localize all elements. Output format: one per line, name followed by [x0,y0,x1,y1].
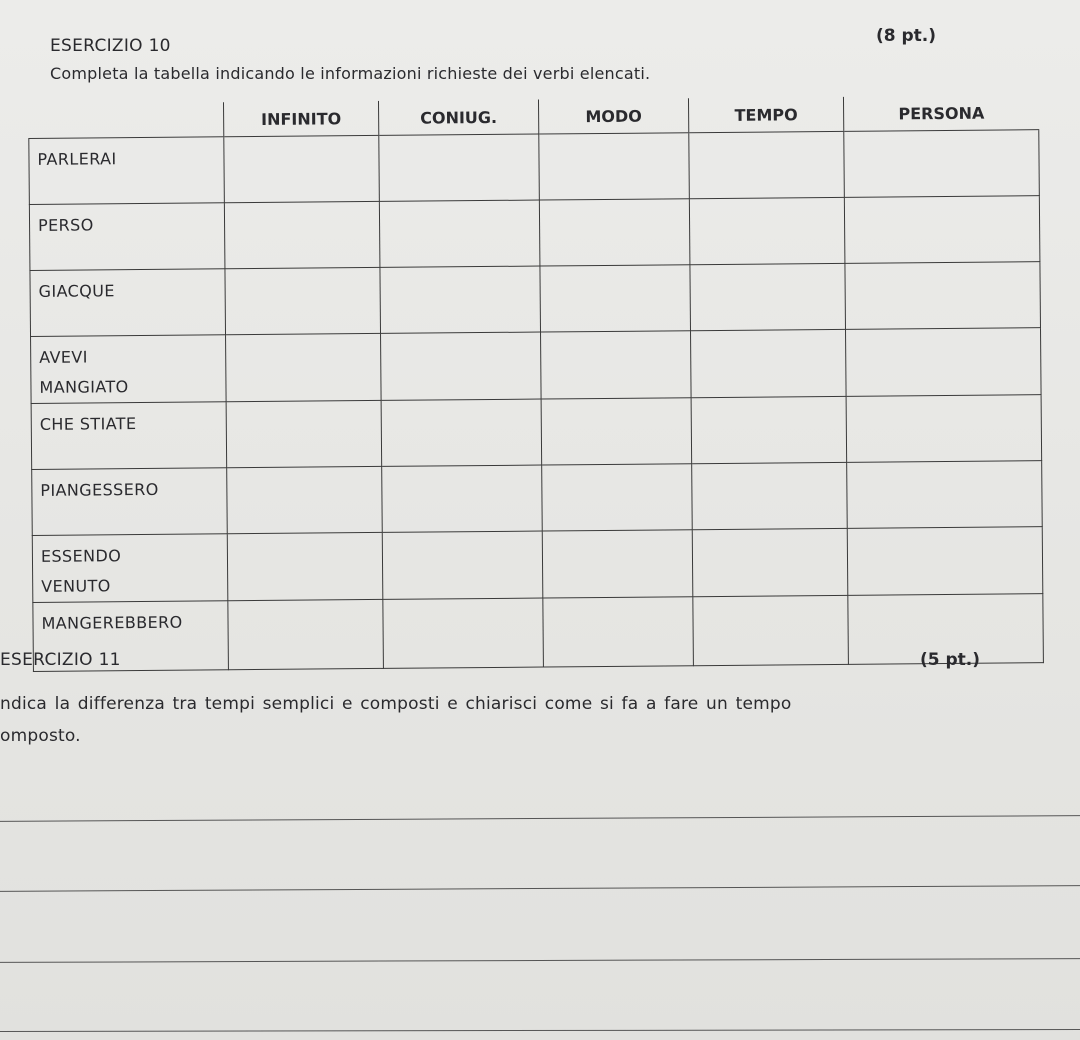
answer-cell-modo[interactable] [541,398,692,465]
verb-cell [29,137,225,205]
verb-label: PARLERAI [37,149,117,169]
answer-cell-modo[interactable] [542,464,693,531]
answer-cell-infinito[interactable] [227,466,383,533]
exercise-10-instruction: Completa la tabella indicando le informazioni richieste dei verbi elencati. [50,64,651,83]
exercise-11-instruction-cont: omposto. [0,726,81,746]
verb-label: CHE STIATE [39,414,137,434]
answer-cell-coniug[interactable] [379,200,540,267]
header-persona: PERSONA [843,95,1038,131]
verb-cell [31,335,227,404]
answer-cell-tempo[interactable] [689,131,845,198]
answer-line[interactable] [0,885,1080,892]
verb-cell [31,402,227,470]
answer-cell-infinito[interactable] [225,267,381,334]
answer-cell-coniug[interactable] [382,531,543,599]
answer-cell-persona[interactable] [847,461,1043,529]
answer-cell-infinito[interactable] [228,599,384,669]
answer-cell-coniug[interactable] [383,598,544,668]
table-row [32,527,1043,603]
answer-cell-infinito[interactable] [224,135,380,202]
verb-cell [30,269,226,337]
verb-table-container [28,95,1043,633]
exercise-10-points: (8 pt.) [876,26,937,46]
verb-cell [32,534,228,603]
answer-cell-coniug[interactable] [379,134,540,201]
answer-cell-tempo[interactable] [690,263,846,330]
answer-cell-persona[interactable] [844,196,1040,264]
verb-label: ESSENDO [40,546,122,566]
answer-line[interactable] [0,1029,1080,1032]
answer-cell-tempo[interactable] [691,396,847,463]
answer-cell-tempo[interactable] [692,462,848,529]
answer-cell-modo[interactable] [540,265,691,332]
table-row [30,262,1041,337]
table-row [31,395,1042,470]
answer-cell-coniug[interactable] [381,399,542,466]
answer-cell-modo[interactable] [539,133,690,200]
table-row [29,130,1040,205]
answer-cell-tempo[interactable] [692,528,848,596]
verb-label: MANGIATO [39,377,129,397]
exercise-10-title: ESERCIZIO 10 [50,36,171,56]
verb-label: PERSO [37,215,94,235]
answer-cell-infinito[interactable] [227,532,383,600]
header-modo: MODO [538,98,688,134]
verb-table [28,95,1044,672]
answer-cell-persona[interactable] [844,130,1040,198]
answer-cell-tempo[interactable] [693,595,849,665]
verb-cell [29,203,225,271]
header-tempo: TEMPO [688,97,843,133]
answer-cell-infinito[interactable] [224,201,380,268]
verb-label: MANGEREBBERO [41,612,183,633]
answer-line[interactable] [0,958,1080,963]
answer-cell-persona[interactable] [845,328,1041,397]
answer-cell-modo[interactable] [543,597,694,667]
answer-cell-coniug[interactable] [380,266,541,333]
answer-cell-modo[interactable] [542,530,693,598]
exercise-11-points: (5 pt.) [920,650,981,670]
header-corner [28,102,223,138]
header-infinito: INFINITO [223,101,378,137]
answer-cell-tempo[interactable] [691,329,847,397]
table-row [31,328,1042,404]
answer-line[interactable] [0,815,1080,822]
answer-cell-modo[interactable] [539,199,690,266]
answer-cell-infinito[interactable] [226,400,382,467]
answer-cell-infinito[interactable] [226,333,382,401]
verb-label: VENUTO [41,576,111,596]
verb-label: PIANGESSERO [40,479,159,500]
verb-cell [32,468,228,536]
answer-cell-coniug[interactable] [381,332,542,400]
answer-cell-persona[interactable] [846,395,1042,463]
answer-cell-persona[interactable] [847,527,1043,596]
verb-label: GIACQUE [38,281,115,301]
answer-cell-persona[interactable] [845,262,1041,330]
verb-label: AVEVI [39,347,88,367]
exercise-11-instruction: ndica la differenza tra tempi semplici e composti e chiarisci come si fa a fare un tempo [0,694,792,714]
table-row [33,594,1044,672]
exercise-11-title: ESERCIZIO 11 [0,650,121,670]
answer-cell-coniug[interactable] [382,465,543,532]
table-row [32,461,1043,536]
table-row [29,196,1040,271]
header-coniug: CONIUG. [378,100,538,136]
answer-cell-tempo[interactable] [689,197,845,264]
answer-cell-modo[interactable] [541,331,692,399]
